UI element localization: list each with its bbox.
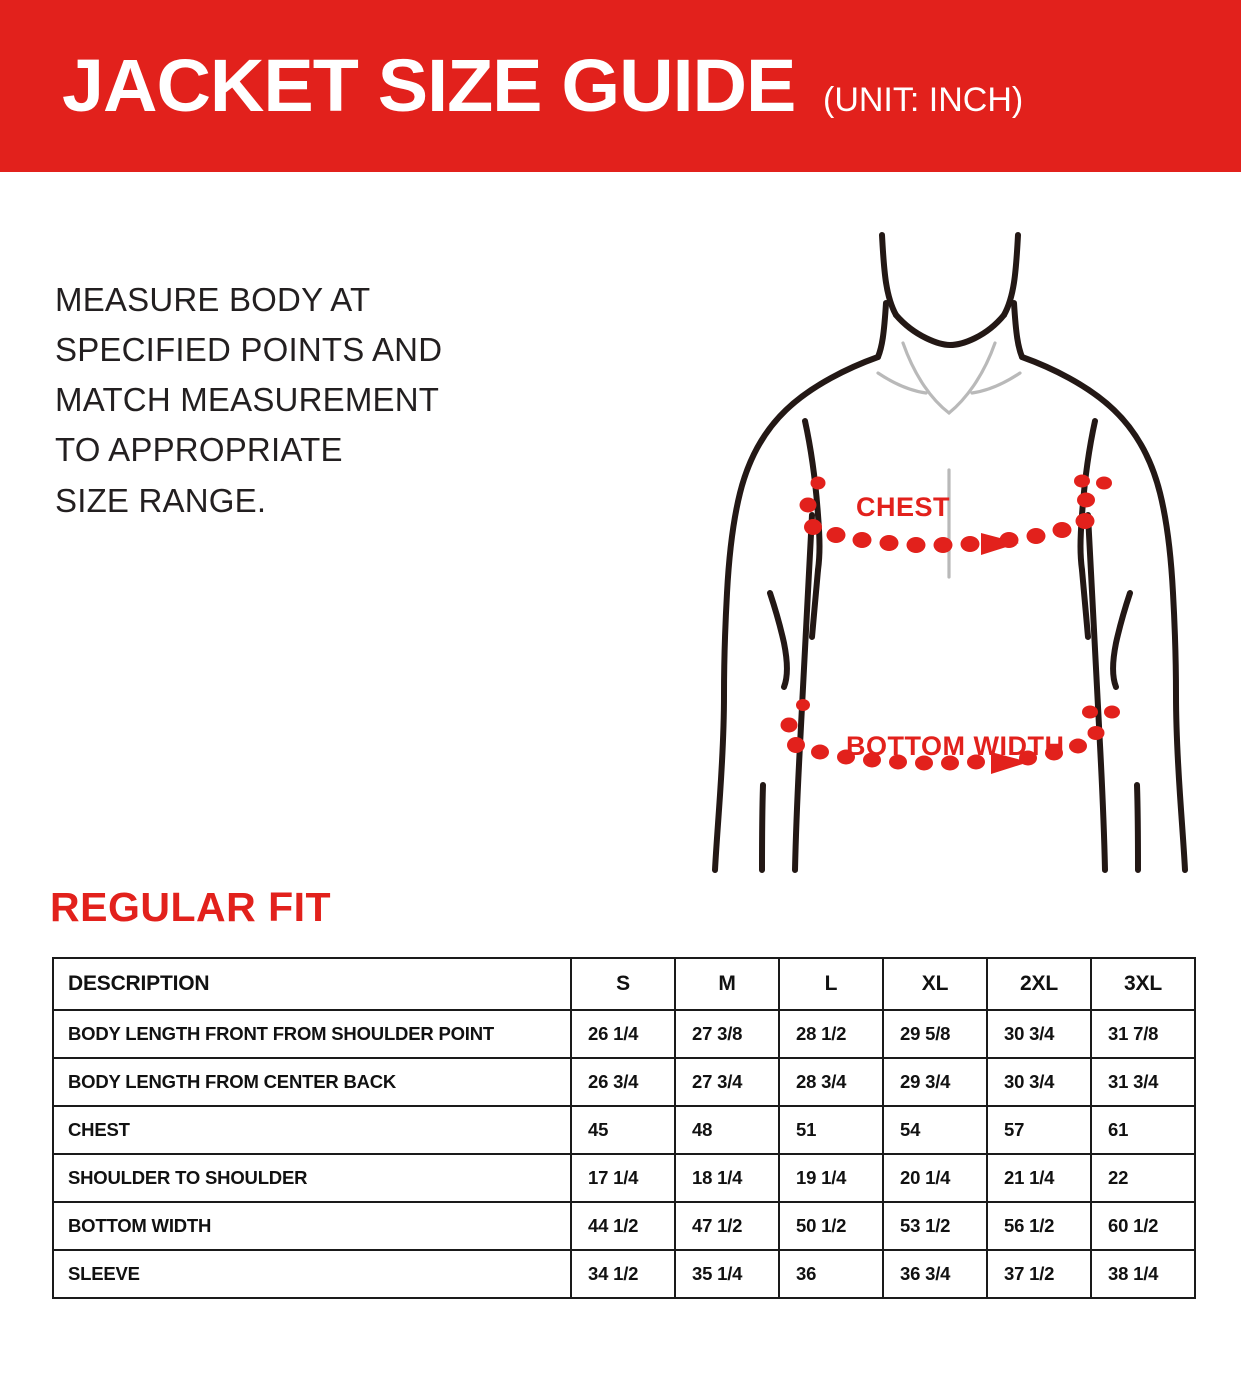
- cell-xl: 20 1/4: [883, 1154, 987, 1202]
- cell-s: 26 1/4: [571, 1010, 675, 1058]
- neck-left-side: [878, 303, 886, 357]
- bottom-width-measure-label: BOTTOM WIDTH: [846, 731, 1065, 761]
- row-label: BODY LENGTH FROM CENTER BACK: [53, 1058, 571, 1106]
- cell-xl: 29 5/8: [883, 1010, 987, 1058]
- cell-3xl: 31 3/4: [1091, 1058, 1195, 1106]
- row-label: BODY LENGTH FRONT FROM SHOULDER POINT: [53, 1010, 571, 1058]
- cell-l: 36: [779, 1250, 883, 1298]
- column-header-description: DESCRIPTION: [53, 958, 571, 1010]
- cell-l: 28 3/4: [779, 1058, 883, 1106]
- cell-3xl: 61: [1091, 1106, 1195, 1154]
- cell-s: 44 1/2: [571, 1202, 675, 1250]
- cell-xl: 54: [883, 1106, 987, 1154]
- right-inner-arm-line: [1082, 570, 1088, 637]
- cell-3xl: 60 1/2: [1091, 1202, 1195, 1250]
- collarbone-shading: [903, 343, 995, 413]
- table-body: [53, 1010, 1195, 1298]
- cell-l: 51: [779, 1106, 883, 1154]
- header-banner: [0, 0, 1241, 172]
- instructions-line-3: MATCH MEASUREMENT: [55, 381, 440, 419]
- left-hand-line: [762, 785, 763, 870]
- column-header-3xl: 3XL: [1091, 958, 1195, 1010]
- table-row: [53, 1154, 1195, 1202]
- cell-2xl: 57: [987, 1106, 1091, 1154]
- left-torso-line: [795, 515, 812, 870]
- header-banner-content: [0, 44, 1024, 127]
- regular-fit-heading: REGULAR FIT: [50, 884, 332, 930]
- row-label: BOTTOM WIDTH: [53, 1202, 571, 1250]
- table-row: [53, 1010, 1195, 1058]
- right-torso-line: [1088, 515, 1105, 870]
- right-hand-line: [1137, 785, 1138, 870]
- table-row: [53, 1106, 1195, 1154]
- cell-2xl: 56 1/2: [987, 1202, 1091, 1250]
- column-header-xl: XL: [883, 958, 987, 1010]
- neck-right-side: [1014, 303, 1022, 357]
- cell-2xl: 21 1/4: [987, 1154, 1091, 1202]
- cell-m: 48: [675, 1106, 779, 1154]
- chest-measure-dots: [800, 475, 1113, 556]
- instructions-line-1: MEASURE BODY AT: [55, 281, 371, 318]
- cell-m: 35 1/4: [675, 1250, 779, 1298]
- cell-s: 45: [571, 1106, 675, 1154]
- cell-s: 17 1/4: [571, 1154, 675, 1202]
- chest-measure-label: CHEST: [856, 492, 951, 522]
- page-title: JACKET SIZE GUIDE: [62, 44, 796, 127]
- cell-l: 28 1/2: [779, 1010, 883, 1058]
- table-row: [53, 1058, 1195, 1106]
- cell-3xl: 22: [1091, 1154, 1195, 1202]
- instructions-line-4: TO APPROPRIATE: [55, 431, 343, 469]
- column-header-m: M: [675, 958, 779, 1010]
- cell-2xl: 37 1/2: [987, 1250, 1091, 1298]
- cell-m: 47 1/2: [675, 1202, 779, 1250]
- column-header-s: S: [571, 958, 675, 1010]
- unit-label: (UNIT: INCH): [823, 81, 1024, 119]
- cell-2xl: 30 3/4: [987, 1058, 1091, 1106]
- cell-l: 50 1/2: [779, 1202, 883, 1250]
- cell-s: 26 3/4: [571, 1058, 675, 1106]
- cell-2xl: 30 3/4: [987, 1010, 1091, 1058]
- cell-m: 27 3/4: [675, 1058, 779, 1106]
- cell-xl: 29 3/4: [883, 1058, 987, 1106]
- instructions-line-2: SPECIFIED POINTS AND: [55, 331, 443, 369]
- cell-3xl: 31 7/8: [1091, 1010, 1195, 1058]
- body-measurement-diagram: [700, 225, 1200, 875]
- cell-s: 34 1/2: [571, 1250, 675, 1298]
- cell-m: 27 3/8: [675, 1010, 779, 1058]
- cell-xl: 53 1/2: [883, 1202, 987, 1250]
- right-elbow-line: [1113, 593, 1130, 687]
- table-row: [53, 1250, 1195, 1298]
- cell-m: 18 1/4: [675, 1154, 779, 1202]
- column-header-2xl: 2XL: [987, 958, 1091, 1010]
- table-header-row: [53, 958, 1195, 1010]
- table-row: [53, 1202, 1195, 1250]
- left-elbow-line: [770, 593, 787, 687]
- column-header-l: L: [779, 958, 883, 1010]
- row-label: SLEEVE: [53, 1250, 571, 1298]
- table-header: [53, 958, 1195, 1010]
- size-chart-table: [52, 957, 1196, 1299]
- instructions-line-5: SIZE RANGE.: [55, 481, 267, 519]
- cell-xl: 36 3/4: [883, 1250, 987, 1298]
- row-label: SHOULDER TO SHOULDER: [53, 1154, 571, 1202]
- row-label: CHEST: [53, 1106, 571, 1154]
- instructions-text: [55, 275, 555, 526]
- left-inner-arm-line: [812, 570, 818, 637]
- neck-base-line: [896, 315, 1004, 345]
- cell-l: 19 1/4: [779, 1154, 883, 1202]
- cell-3xl: 38 1/4: [1091, 1250, 1195, 1298]
